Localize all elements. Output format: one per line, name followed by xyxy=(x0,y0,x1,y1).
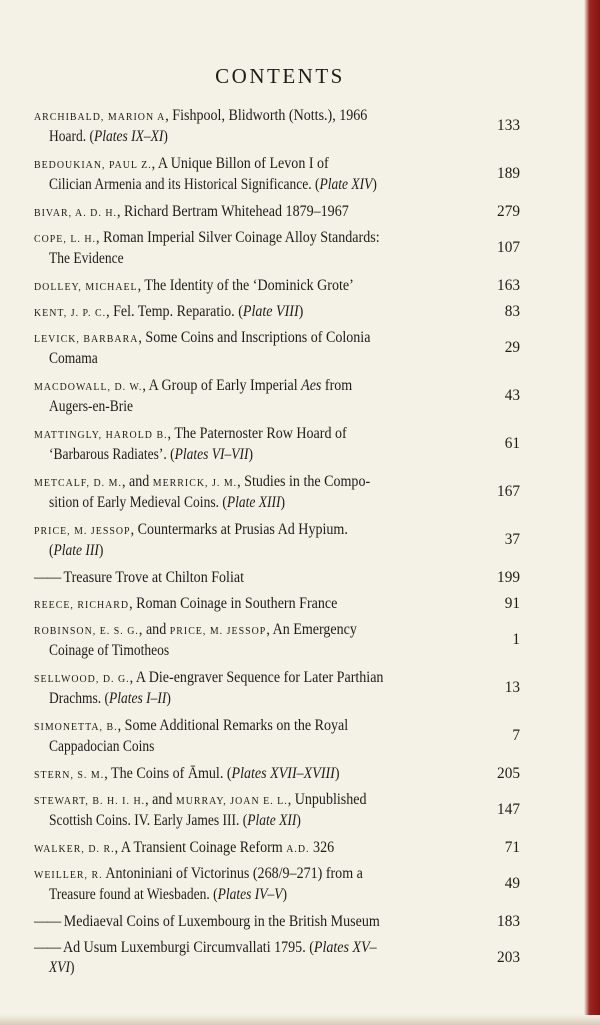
toc-entry xyxy=(34,228,520,269)
page-number: 71 xyxy=(504,839,520,856)
page-number: 1 xyxy=(512,631,520,648)
entry-line-1 xyxy=(34,328,480,349)
author-name: ARCHIBALD, MARION A xyxy=(34,111,166,123)
entry-title-continued: ) xyxy=(296,812,301,829)
author-name: LEVICK, BARBARA xyxy=(34,333,139,345)
plate-reference: Plates IX–XI xyxy=(94,128,164,145)
author-name: BIVAR, A. D. H. xyxy=(34,207,117,219)
page-number: 49 xyxy=(504,875,520,892)
entry-line-1 xyxy=(34,472,480,493)
entry-line-1 xyxy=(34,938,480,958)
ditto-dash: —— xyxy=(34,569,61,586)
author-name: DOLLEY, MICHAEL xyxy=(34,281,138,293)
page-number: 189 xyxy=(497,165,520,182)
author-name: SIMONETTA, B. xyxy=(34,721,118,733)
coauthor-name: PRICE, M. JESSOP xyxy=(169,625,267,637)
toc-entry xyxy=(34,424,520,465)
page-number: 107 xyxy=(497,239,520,256)
plate-reference: XVI xyxy=(49,959,71,976)
entry-title: , A Group of Early Imperial xyxy=(142,377,302,394)
entry-line-2 xyxy=(34,127,463,147)
author-name: BEDOUKIAN, PAUL Z. xyxy=(34,159,152,171)
plate-reference: Plates IV–V xyxy=(217,886,283,903)
entry-title: , Some Coins and Inscriptions of Colonia xyxy=(138,329,371,346)
plate-reference: Plates VI–VII xyxy=(174,446,249,463)
entry-line-1 xyxy=(34,228,480,249)
plate-reference: Plate III xyxy=(53,542,99,559)
page-number: 147 xyxy=(497,801,520,818)
entry-line-2 xyxy=(34,541,463,561)
entry-title-continued: The Evidence xyxy=(49,250,124,267)
entry-line-2 xyxy=(34,445,463,465)
plate-reference: Plate XIII xyxy=(226,494,281,511)
toc-entry xyxy=(34,620,520,661)
entry-title-continued: Augers-en-Brie xyxy=(49,398,134,415)
entry-title-continued: Scottish Coins. IV. Early James III. ( xyxy=(49,812,248,829)
author-name: MACDOWALL, D. W. xyxy=(34,381,143,393)
author-name: STEWART, B. H. I. H. xyxy=(34,795,146,807)
entry-line-1 xyxy=(34,520,480,541)
entry-line-2 xyxy=(34,737,463,757)
entry-line-1 xyxy=(34,376,480,397)
entry-title-continued: Comama xyxy=(49,350,98,367)
page-number: 91 xyxy=(504,595,520,612)
entry-title-continued: Cappadocian Coins xyxy=(49,738,155,755)
entry-line-1 xyxy=(34,912,480,932)
entry-line-1 xyxy=(34,594,480,615)
ditto-dash: —— xyxy=(34,939,61,956)
page-number: 83 xyxy=(504,303,520,320)
page-number: 61 xyxy=(504,435,520,452)
plate-reference: Plates I–II xyxy=(109,690,167,707)
toc-entry xyxy=(34,328,520,369)
coauthor-name: MERRICK, J. M. xyxy=(152,477,238,489)
plate-reference: Plates XV– xyxy=(313,939,377,956)
author-name: ROBINSON, E. S. G. xyxy=(34,625,139,637)
plate-reference: Aes xyxy=(301,377,322,394)
page-number: 13 xyxy=(504,679,520,696)
page-number: 205 xyxy=(497,765,520,782)
entry-title-continued: ) xyxy=(282,886,288,903)
entry-line-1 xyxy=(34,202,480,223)
toc-entry xyxy=(34,202,520,223)
entry-line-2 xyxy=(34,885,463,905)
ditto-dash: —— xyxy=(34,913,61,930)
entry-title-continued: ) xyxy=(372,176,377,193)
entry-title-continued: ) xyxy=(166,690,171,707)
author-name: WALKER, D. R. xyxy=(34,843,115,855)
toc-entry xyxy=(34,472,520,513)
entry-line-2 xyxy=(34,811,463,831)
toc-entry xyxy=(34,764,520,785)
entry-line-1 xyxy=(34,838,480,859)
entry-line-2 xyxy=(34,397,463,417)
page-number: 43 xyxy=(504,387,520,404)
entry-title-continued: Drachms. ( xyxy=(49,690,110,707)
plate-reference: Plate XIV xyxy=(319,176,373,193)
entry-title: Mediaeval Coins of Luxembourg in the British Museum xyxy=(60,913,380,930)
entry-line-1 xyxy=(34,302,480,323)
page-bottom-shadow xyxy=(0,1015,600,1025)
entry-title-continued: Coinage of Timotheos xyxy=(49,642,170,659)
page-title: CONTENTS xyxy=(215,64,345,88)
page-edge-binding xyxy=(584,0,600,1025)
author-name: KENT, J. P. C. xyxy=(34,307,107,319)
plate-reference: Plate XII xyxy=(247,812,297,829)
entry-title-continued: ( xyxy=(49,542,54,559)
entry-title: , Some Additional Remarks on the Royal xyxy=(117,717,349,734)
entry-title: ) xyxy=(334,765,340,782)
coauthor-name: MURRAY, JOAN E. L. xyxy=(175,795,288,807)
entry-title-continued: Cilician Armenia and its Historical Significance. ( xyxy=(49,176,320,193)
entry-title: , A Transient Coinage Reform xyxy=(114,839,287,856)
toc-entry xyxy=(34,594,520,615)
entry-line-1 xyxy=(34,276,480,297)
entry-title: , The Paternoster Row Hoard of xyxy=(167,425,347,442)
plate-reference: Plates XVII–XVIII xyxy=(231,765,335,782)
plate-reference: Plate VIII xyxy=(242,303,299,320)
toc-entry xyxy=(34,276,520,297)
entry-title: , The Coins of Āmul. ( xyxy=(104,765,232,782)
page-number: 167 xyxy=(497,483,520,500)
entry-title-smallcaps: A.D. xyxy=(286,843,310,855)
entry-title-continued: Hoard. ( xyxy=(49,128,95,145)
entry-line-2 xyxy=(34,641,463,661)
author-name: WEILLER, R. xyxy=(34,869,103,881)
author-name: MATTINGLY, HAROLD B. xyxy=(34,429,168,441)
entry-title: , Fishpool, Blidworth (Notts.), 1966 xyxy=(165,107,368,124)
author-name: REECE, RICHARD xyxy=(34,599,130,611)
entry-title-continued: Treasure found at Wiesbaden. ( xyxy=(49,886,218,903)
page-number: 29 xyxy=(504,339,520,356)
author-conjunction: , and xyxy=(138,621,170,638)
entry-title-continued: ) xyxy=(248,446,254,463)
toc-entry xyxy=(34,668,520,709)
entry-line-1 xyxy=(34,620,480,641)
entry-title: Antoniniani of Victorinus (268/9–271) from a xyxy=(102,865,363,882)
entry-line-2 xyxy=(34,958,463,978)
entry-title: , An Emergency xyxy=(266,621,357,638)
toc-entry xyxy=(34,568,520,588)
entry-line-2 xyxy=(34,175,463,195)
entry-line-1 xyxy=(34,864,480,885)
entry-title-continued: ) xyxy=(163,128,168,145)
entry-line-2 xyxy=(34,689,463,709)
entry-line-2 xyxy=(34,249,463,269)
entry-title-continued: ) xyxy=(98,542,104,559)
toc-entry xyxy=(34,520,520,561)
toc-entry xyxy=(34,716,520,757)
toc-entry xyxy=(34,912,520,932)
entry-line-1 xyxy=(34,716,480,737)
page-number: 279 xyxy=(497,203,520,220)
entry-line-1 xyxy=(34,568,480,588)
entry-title: , Roman Imperial Silver Coinage Alloy Standards: xyxy=(96,229,380,246)
author-name: STERN, S. M. xyxy=(34,769,105,781)
entry-line-1 xyxy=(34,154,480,175)
entry-line-1 xyxy=(34,668,480,689)
entry-title: , A Unique Billon of Levon I of xyxy=(151,155,329,172)
entry-line-2 xyxy=(34,493,463,513)
entry-title: Ad Usum Luxemburgi Circumvallati 1795. ( xyxy=(60,939,314,956)
entry-line-1 xyxy=(34,764,480,785)
author-conjunction: , and xyxy=(121,473,153,490)
page-number: 163 xyxy=(497,277,520,294)
page-number: 37 xyxy=(504,531,520,548)
entry-title-continued: ‘Barbarous Radiates’. ( xyxy=(49,446,175,463)
entry-title: , Unpublished xyxy=(287,791,367,808)
entry-title: , A Die-engraver Sequence for Later Parthian xyxy=(129,669,384,686)
toc-entry xyxy=(34,154,520,195)
page-number: 133 xyxy=(497,117,520,134)
entry-title: ) xyxy=(298,303,304,320)
page-number: 7 xyxy=(512,727,520,744)
entry-title: , Roman Coinage in Southern France xyxy=(129,595,338,612)
toc-entry xyxy=(34,938,520,978)
toc-entry xyxy=(34,790,520,831)
entry-title-continued: ) xyxy=(280,494,285,511)
entry-line-1 xyxy=(34,106,480,127)
page-number: 183 xyxy=(497,913,520,930)
toc-entry xyxy=(34,838,520,859)
toc-entry xyxy=(34,376,520,417)
entry-title: Treasure Trove at Chilton Foliat xyxy=(60,569,244,586)
entry-title-continued: sition of Early Medieval Coins. ( xyxy=(49,494,227,511)
author-name: SELLWOOD, D. G. xyxy=(34,673,130,685)
entry-title: , Countermarks at Prusias Ad Hypium. xyxy=(130,521,348,538)
author-name: PRICE, M. JESSOP xyxy=(34,525,131,537)
author-name: COPE, L. H. xyxy=(34,233,97,245)
entry-title-continued: ) xyxy=(70,959,75,976)
entry-line-1 xyxy=(34,790,480,811)
entry-title: , Richard Bertram Whitehead 1879–1967 xyxy=(116,203,349,220)
toc-entry xyxy=(34,302,520,323)
entry-title: 326 xyxy=(309,839,335,856)
author-conjunction: , and xyxy=(145,791,176,808)
entry-line-1 xyxy=(34,424,480,445)
entry-line-2 xyxy=(34,349,463,369)
entry-title: , Fel. Temp. Reparatio. ( xyxy=(106,303,243,320)
toc-entry xyxy=(34,106,520,147)
page-number: 199 xyxy=(497,569,520,586)
page-number: 203 xyxy=(497,949,520,966)
author-name: METCALF, D. M. xyxy=(34,477,122,489)
entry-title: , The Identity of the ‘Dominick Grote’ xyxy=(137,277,354,294)
entry-title: from xyxy=(321,377,353,394)
toc-entry xyxy=(34,864,520,905)
entry-title: , Studies in the Compo- xyxy=(237,473,371,490)
